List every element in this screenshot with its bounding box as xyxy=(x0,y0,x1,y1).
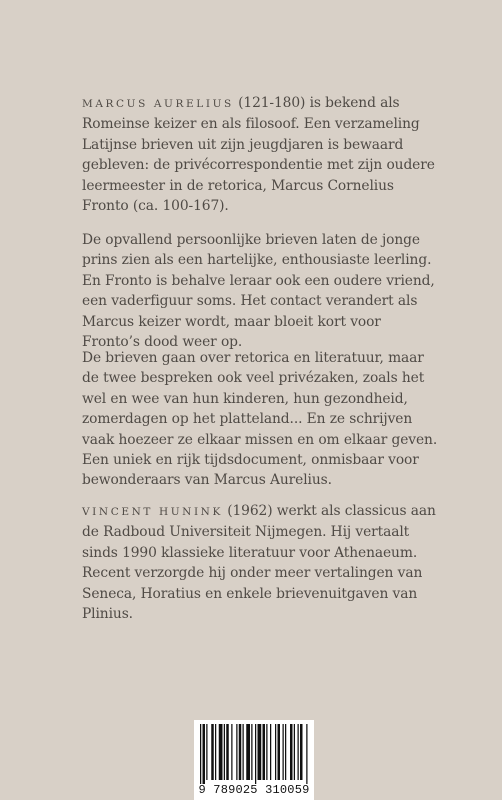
barcode-bar xyxy=(215,724,216,780)
barcode-bar xyxy=(236,724,237,780)
barcode-bar xyxy=(300,724,303,780)
author-name: MARCUS AURELIUS xyxy=(82,98,234,110)
author-text: (121-180) is bekend als Romeinse keizer en als filosoof. Een verzameling Latijnse brieven uit zijn jeugdjaren is bewaard gebleven: de privécorrespondentie met zijn oudere leermeester in de retorica, Marcus Cornelius Fronto (ca. 100-167). xyxy=(82,95,435,215)
barcode-bar xyxy=(290,724,293,780)
translator-text: (1962) werkt als classicus aan de Radboud Universiteit Nijmegen. Hij vertaalt sinds 1990 klassieke literatuur voor Athenaeum. Recent verzorgde hij onder meer vertalingen van Seneca, Horatius en enkele brievenuitgaven van Plinius. xyxy=(82,503,436,623)
barcode-bar xyxy=(211,724,214,780)
barcode-bar xyxy=(294,724,295,780)
barcode-bar xyxy=(226,724,229,780)
barcode-bar xyxy=(298,724,299,780)
barcode-number: 9 789025 310059 xyxy=(198,783,310,797)
barcode-bar xyxy=(243,724,244,780)
translator-name: VINCENT HUNINK xyxy=(82,506,223,518)
barcode-bar xyxy=(275,724,276,780)
barcode-bar xyxy=(203,724,206,784)
barcode-bars xyxy=(194,720,314,784)
barcode-bar xyxy=(224,724,225,780)
barcode-bar xyxy=(283,724,284,780)
barcode-bar xyxy=(219,724,223,780)
barcode-bar xyxy=(263,724,266,780)
topics-paragraph: De brieven gaan over retorica en literatuur, maar de twee bespreken ook veel privézaken, zoals het wel en wee van hun kinderen, hun gezondheid, zomerdagen op het platteland... En ze schrijven vaak hoezeer ze elkaar missen en om elkaar geven. Een uniek en rijk tijdsdocument, onmisbaar voor bewonderaars van Marcus Aurelius. xyxy=(82,350,438,489)
barcode-bar xyxy=(251,724,252,780)
barcode-bar xyxy=(246,724,250,780)
barcode-bar xyxy=(285,724,286,780)
barcode-bar xyxy=(258,724,262,780)
isbn-barcode xyxy=(194,720,314,800)
barcode-bar xyxy=(266,724,267,780)
barcode-bar xyxy=(270,724,271,780)
translator-paragraph xyxy=(82,501,442,624)
barcode-bar xyxy=(239,724,242,780)
barcode-bar xyxy=(231,724,232,780)
letters-paragraph: De opvallend persoonlijke brieven laten de jonge prins zien als een hartelijke, enthousiaste leerling. En Fronto is behalve leraar ook een oudere vriend, een vaderfiguur soms. Het contact verandert als Marcus keizer wordt, maar bloeit kort voor Fronto’s dood weer op. xyxy=(82,232,435,351)
author-paragraph xyxy=(82,93,442,216)
barcode-bar xyxy=(255,724,256,784)
barcode-bar xyxy=(206,724,207,780)
barcode-bar xyxy=(278,724,281,780)
barcode-bar xyxy=(306,724,307,784)
barcode-bar xyxy=(200,724,201,784)
